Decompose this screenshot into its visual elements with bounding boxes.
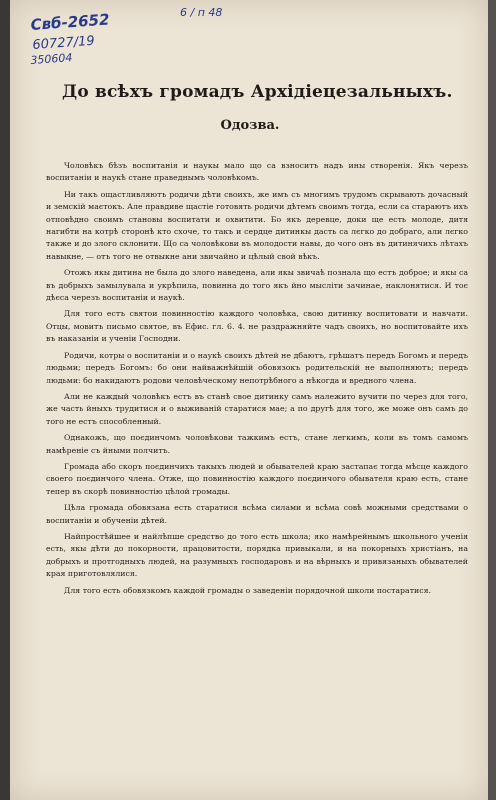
archive-stamp-inventory: 350604 <box>30 51 73 67</box>
archive-stamp-shelfmark: Свб-2652 <box>30 10 111 34</box>
paragraph: Родичи, котры о воспитаніи и о наукѣ своихъ дѣтей не дбаютъ, грѣшатъ передъ Богомъ и передъ людьми; передъ Богомъ: бо они найважнѣйшій обовязокъ родительскій не выполняютъ; передъ людьми: бо накидаютъ родови человѣческому непотрѣбного а нѣкогда и вредного члена. <box>46 350 468 385</box>
paragraph: Найпростѣйшее и найлѣпше средство до того есть школа; яко намѣрейнымъ школьного ученія есть, якы дѣти до покорности, працовитости, порядка привыкали, и на покорныхъ христіанъ, на добрыхъ и протгодныхъ людей, на разумныхъ господаровъ и на вѣрныхъ и привязаныхъ обывателей края приготовлялися. <box>46 531 468 579</box>
document-body <box>46 160 468 601</box>
paragraph: Однакожъ, що поєдинчомъ чоловѣкови тажкимъ естъ, стане легкимъ, коли въ томъ самомъ намѣреніе съ йными полчитъ. <box>46 433 468 455</box>
paragraph: Али не каждый чоловѣкъ естъ въ станѣ свое дитинку самъ належито вучити по через для того, же часть йныхъ трудитися и о выживаній старатися мае; а по другѣ для того, же може онъ самъ до того не естъ способленный. <box>46 391 468 426</box>
archive-stamp-number: 60727/19 <box>32 33 96 53</box>
paragraph: Чоловѣкъ бѣзъ воспитанія и наукы мало що са взноситъ надъ ины створенія. Якъ черезъ воспитаніи и наукѣ стане праведнымъ чоловѣкомъ. <box>46 161 468 183</box>
paragraph: Цѣла громада обовязана есть старатися всѣма силами и всѣма совѣ можными средствами о воспитаніи и обученіи дѣтей. <box>46 503 468 525</box>
archive-stamp-fraction: 6 / п 48 <box>180 6 223 19</box>
paragraph: Громада або скоръ поєдинчихъ такыхъ людей и обывателей краю застапає тогда мѣсце каждого своего поєдинчого члена. Отже, що повинностію каждого поєдинчого обывателя краю есть, стане тепер въ скорѣ повинностію цѣлой громады. <box>46 461 468 496</box>
paragraph: Для того есть обовязкомъ каждой громады о заведеніи порядочной школи постаратися. <box>64 585 431 595</box>
scan-edge-right <box>488 0 496 800</box>
document-subtitle: Одозва. <box>220 118 280 133</box>
paragraph: Ни такъ ощастливляютъ родичи дѣти своихъ, же имъ съ многимъ трудомъ скрывають дочасный и земскій маєтокъ. Але правдиве щастіе готовять родичи дѣтемъ своимъ тогда, если са стараютъ ихъ отповѣдно своимъ становы воспитати и охвитити. Бо якъ деревце, доки ще есть молоде, дитя нагибти на котрѣ сторонѣ кто схоче, то такъ и сердце дитинкы дасть са лєгко до добраго, али лєгко также и до злого склонити. Що са чоловѣкови въ молодости навы, до чого онъ въ дитинячихъ лѣтахъ навыкне, — отъ того не отвыкне ани звичайно и цѣлый свой вѣкъ. <box>46 189 468 261</box>
scan-edge-left <box>0 0 10 800</box>
paragraph: Отожъ якы дитина не была до злого наведена, али якы звичаѣ познала що естъ доброе; и якы са въ добрыхъ замылувала и укрѣпила, повинна до того якъ йно мысліти зачинае, наклонятися. И тоє дѣєса черезъ воспитаніи и наукѣ. <box>46 268 468 303</box>
paragraph: Для того естъ святои повинностію каждого чоловѣка, свою дитинку воспитовати и навчати. Отцы, мовитъ письмо святое, въ Ефис. гл. 6. 4. не раздражняйте чадъ своихъ, но воспитовайте ихъ въ наказаніи и ученіи Господни. <box>46 309 468 344</box>
document-title: До всѣхъ громадъ Архідіецезальныхъ. <box>62 82 453 102</box>
document-page <box>10 0 488 800</box>
